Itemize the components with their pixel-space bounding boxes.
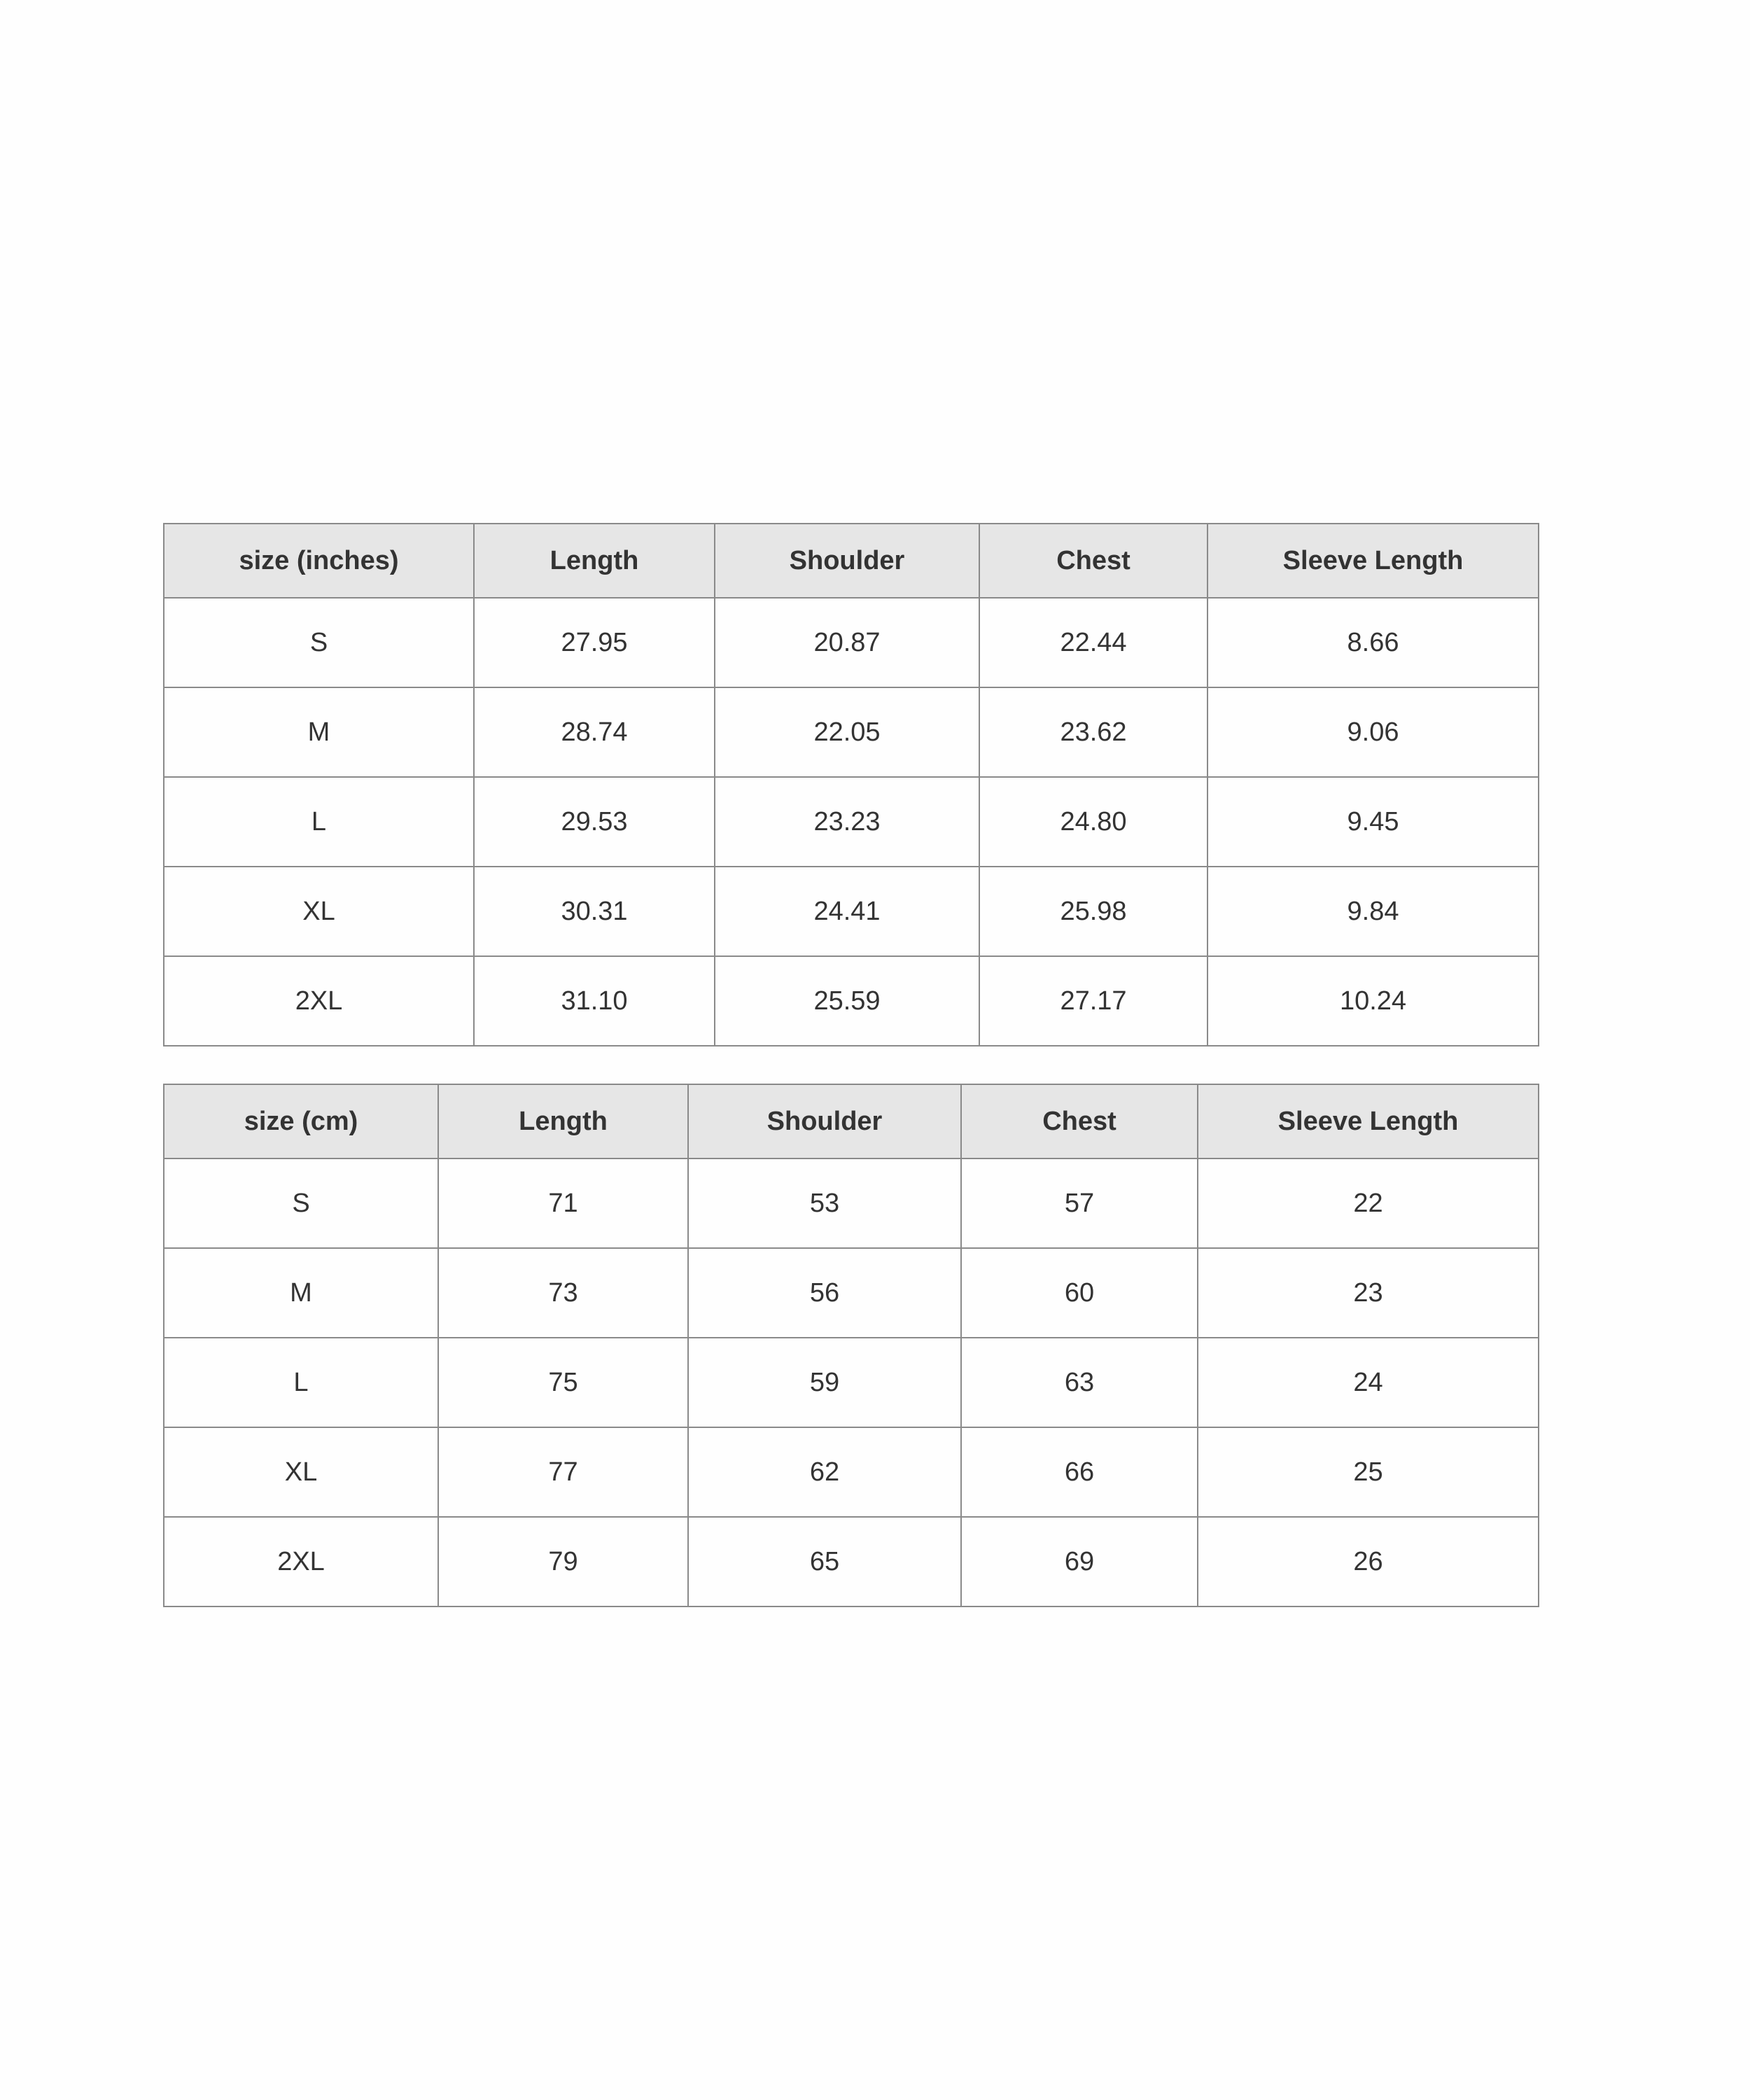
table-cell-shoulder: 56 (688, 1248, 961, 1338)
table-row (164, 687, 1539, 777)
table-cell-sleeve-length: 9.06 (1208, 687, 1539, 777)
table-cell-shoulder: 59 (688, 1338, 961, 1427)
column-header-shoulder: Shoulder (688, 1084, 961, 1158)
table-header-row (164, 524, 1539, 598)
table-cell-sleeve-length: 23 (1198, 1248, 1539, 1338)
table-row (164, 956, 1539, 1046)
table-cell-shoulder: 24.41 (715, 867, 979, 956)
table-cell-length: 71 (438, 1158, 688, 1248)
table-row (164, 867, 1539, 956)
table-cell-length: 29.53 (474, 777, 715, 867)
table-cell-size: XL (164, 1427, 438, 1517)
table-row (164, 1158, 1539, 1248)
size-chart-cm-table (163, 1084, 1539, 1607)
table-cell-length: 79 (438, 1517, 688, 1606)
column-header-shoulder: Shoulder (715, 524, 979, 598)
table-cell-size: S (164, 1158, 438, 1248)
table-cell-sleeve-length: 10.24 (1208, 956, 1539, 1046)
table-cell-chest: 66 (961, 1427, 1198, 1517)
table-cell-shoulder: 53 (688, 1158, 961, 1248)
table-cell-length: 73 (438, 1248, 688, 1338)
table-cell-chest: 22.44 (979, 598, 1208, 687)
table-cell-shoulder: 23.23 (715, 777, 979, 867)
table-cell-length: 31.10 (474, 956, 715, 1046)
column-header-chest: Chest (979, 524, 1208, 598)
table-cell-size: M (164, 687, 474, 777)
table-cell-sleeve-length: 25 (1198, 1427, 1539, 1517)
table-row (164, 598, 1539, 687)
table-cell-chest: 69 (961, 1517, 1198, 1606)
column-header-sleeve-length: Sleeve Length (1198, 1084, 1539, 1158)
table-row (164, 1338, 1539, 1427)
table-cell-sleeve-length: 26 (1198, 1517, 1539, 1606)
table-cell-length: 30.31 (474, 867, 715, 956)
column-header-length: Length (474, 524, 715, 598)
table-cell-sleeve-length: 9.45 (1208, 777, 1539, 867)
table-cell-chest: 23.62 (979, 687, 1208, 777)
table-cell-length: 77 (438, 1427, 688, 1517)
column-header-size: size (inches) (164, 524, 474, 598)
table-cell-shoulder: 62 (688, 1427, 961, 1517)
table-row (164, 1427, 1539, 1517)
table-cell-size: L (164, 1338, 438, 1427)
table-cell-shoulder: 20.87 (715, 598, 979, 687)
table-cell-size: M (164, 1248, 438, 1338)
table-cell-chest: 25.98 (979, 867, 1208, 956)
table-cell-shoulder: 65 (688, 1517, 961, 1606)
table-header-row (164, 1084, 1539, 1158)
table-cell-chest: 63 (961, 1338, 1198, 1427)
table-cell-length: 27.95 (474, 598, 715, 687)
column-header-sleeve-length: Sleeve Length (1208, 524, 1539, 598)
table-cell-length: 28.74 (474, 687, 715, 777)
table-cell-sleeve-length: 9.84 (1208, 867, 1539, 956)
table-cell-sleeve-length: 8.66 (1208, 598, 1539, 687)
table-cell-sleeve-length: 24 (1198, 1338, 1539, 1427)
table-cell-chest: 57 (961, 1158, 1198, 1248)
table-cell-chest: 60 (961, 1248, 1198, 1338)
table-cell-chest: 27.17 (979, 956, 1208, 1046)
table-cell-length: 75 (438, 1338, 688, 1427)
table-cell-size: XL (164, 867, 474, 956)
table-cell-size: 2XL (164, 956, 474, 1046)
table-cell-shoulder: 25.59 (715, 956, 979, 1046)
table-cell-size: 2XL (164, 1517, 438, 1606)
table-cell-shoulder: 22.05 (715, 687, 979, 777)
column-header-size: size (cm) (164, 1084, 438, 1158)
column-header-length: Length (438, 1084, 688, 1158)
table-cell-sleeve-length: 22 (1198, 1158, 1539, 1248)
table-row (164, 777, 1539, 867)
table-cell-size: L (164, 777, 474, 867)
size-chart-inches-table (163, 523, 1539, 1046)
table-row (164, 1517, 1539, 1606)
table-cell-size: S (164, 598, 474, 687)
table-cell-chest: 24.80 (979, 777, 1208, 867)
column-header-chest: Chest (961, 1084, 1198, 1158)
table-row (164, 1248, 1539, 1338)
